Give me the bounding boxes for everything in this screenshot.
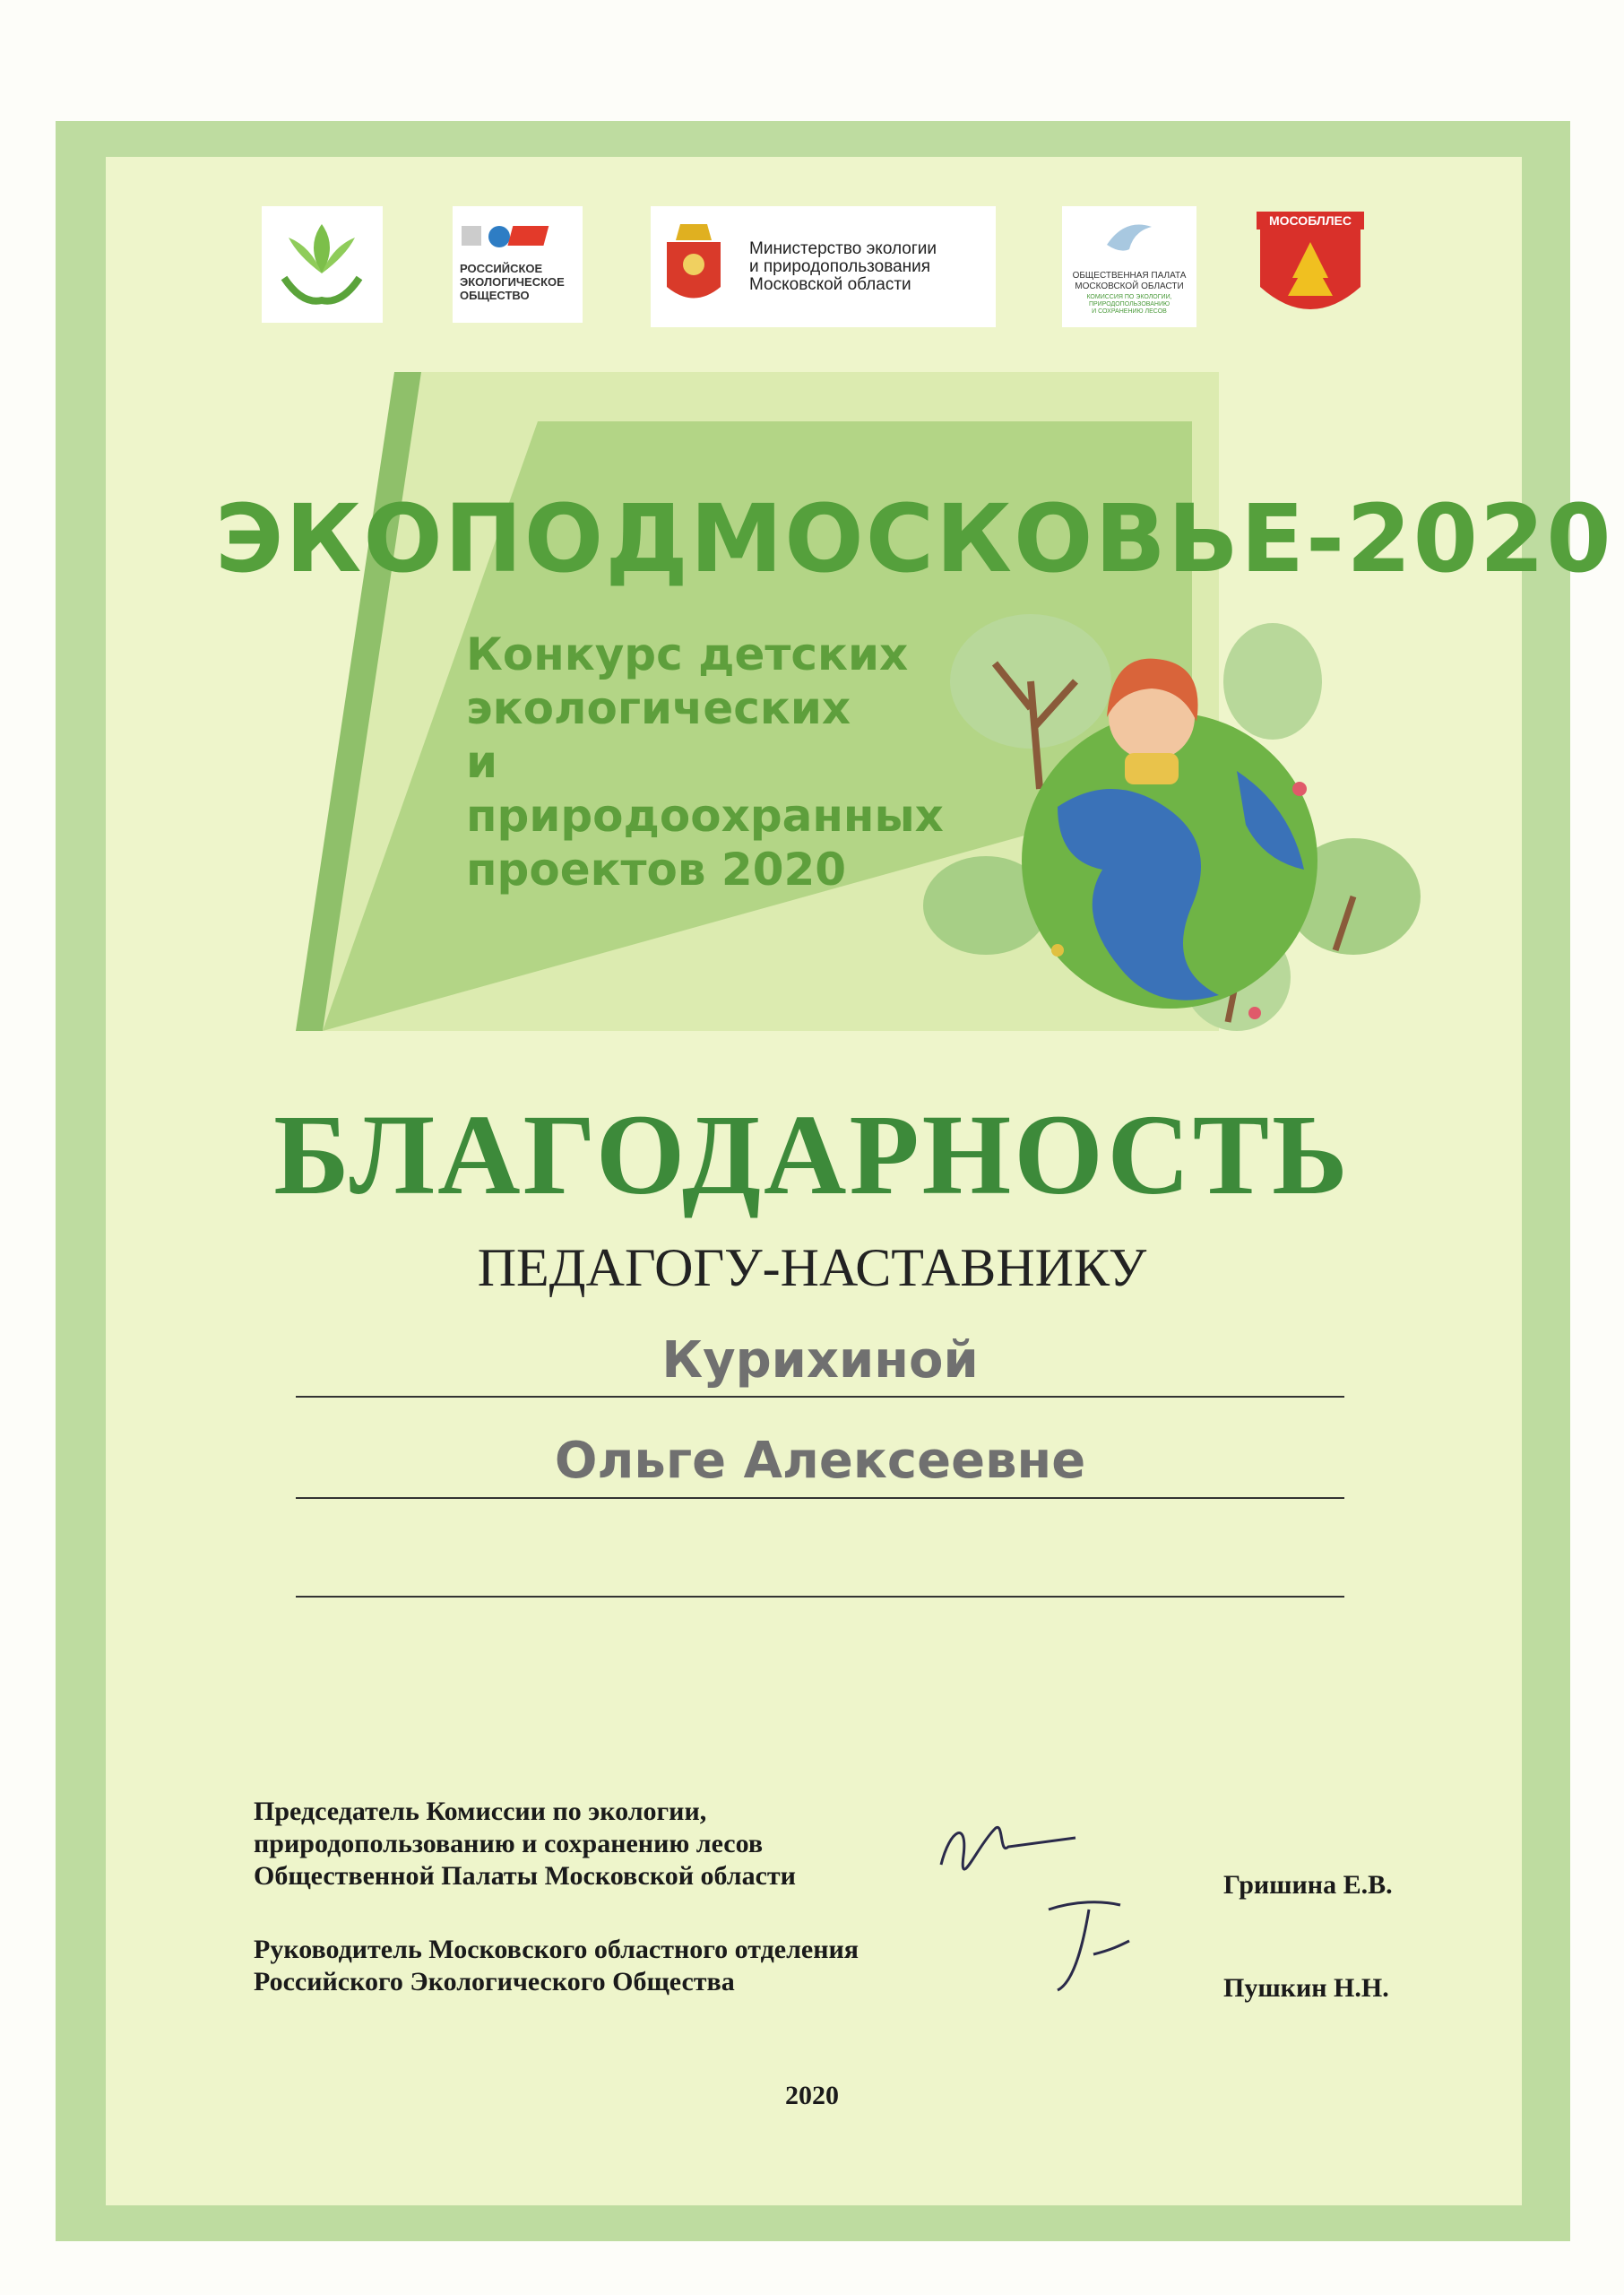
contest-subtitle: Конкурс детских экологических и природоохранных проектов 2020 xyxy=(466,628,944,896)
recipient-given-names: Ольге Алексеевне xyxy=(554,1432,1086,1490)
signatory-1-name: Гришина Е.В. xyxy=(1223,1870,1393,1900)
signatory-2-position: Руководитель Московского областного отделения Российского Экологического Общества xyxy=(254,1935,860,1996)
dove-icon xyxy=(1102,213,1156,263)
award-heading: БЛАГОДАРНОСТЬ xyxy=(273,1091,1351,1218)
tree-crown-shape xyxy=(1223,623,1322,740)
recipient-line-1-rule xyxy=(296,1396,1344,1398)
chamber-logo-text: ОБЩЕСТВЕННАЯ ПАЛАТА МОСКОВСКОЙ ОБЛАСТИ xyxy=(1072,271,1187,291)
chamber-logo-subtext: КОМИССИЯ ПО ЭКОЛОГИИ, ПРИРОДОПОЛЬЗОВАНИЮ И СОХРАНЕНИЮ ЛЕСОВ xyxy=(1086,294,1172,315)
contest-title: ЭКОПОДМОСКОВЬЕ-2020 xyxy=(215,484,1613,593)
recipient-role: ПЕДАГОГУ-НАСТАВНИКУ xyxy=(477,1238,1147,1297)
logo-ministry xyxy=(651,206,996,327)
signature-1-graphic xyxy=(941,1827,1075,1869)
reo-emblem-icon xyxy=(453,217,583,262)
logo-mosoblles xyxy=(1257,206,1364,327)
flower-shape xyxy=(1292,782,1307,796)
mosoblles-logo-text: МОСОБЛЛЕС xyxy=(1268,213,1352,228)
logo-public-chamber xyxy=(1062,206,1196,327)
flower-shape xyxy=(1248,1007,1261,1019)
recipient-surname: Курихиной xyxy=(661,1331,979,1390)
flower-shape xyxy=(1051,944,1064,957)
moscow-region-coat-of-arms-icon xyxy=(658,215,730,314)
signatory-2-name: Пушкин Н.Н. xyxy=(1223,1973,1389,2003)
child-body-shape xyxy=(1125,753,1179,784)
logo-reo xyxy=(453,206,583,323)
certificate-year: 2020 xyxy=(785,2081,839,2110)
recipient-line-2-rule xyxy=(296,1497,1344,1499)
recipient-line-3-rule xyxy=(296,1596,1344,1598)
signatory-1-position: Председатель Комиссии по экологии, природопользованию и сохранению лесов Общественной Палаты Московской области xyxy=(254,1797,796,1891)
signature-2-graphic xyxy=(1049,1902,1129,1990)
logo-leaf-hands xyxy=(262,206,383,323)
ministry-logo-text: Министерство экологии и природопользования Московской области xyxy=(749,239,937,294)
reo-logo-text: РОССИЙСКОЕ ЭКОЛОГИЧЕСКОЕ ОБЩЕСТВО xyxy=(460,262,565,302)
leaf-hands-icon xyxy=(262,206,383,323)
